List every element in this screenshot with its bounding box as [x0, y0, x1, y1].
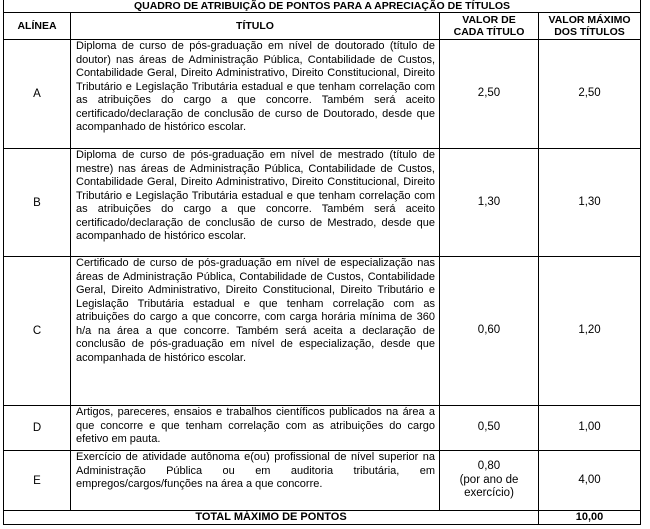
- row-c-titulo: Certificado de curso de pós-graduação em nível de especialização nas áreas de Administração Pública, Contabilidade de Custos, Contabilidade Geral, Direito Administrativo, Direito Constitucional, Direito Tributário e Legislação Tributária estadual e que tenham correlação com as atribuições do cargo a que concorre, com carga horária mínima de 360 h/a na área a que concorre. Também será aceita a declaração de conclusão de pós-graduação em nível de especialização, desde que acompanhada de histórico escolar.: [71, 257, 440, 406]
- row-a-valor: 2,50: [440, 40, 539, 149]
- table-row: [4, 40, 641, 149]
- header-valor-line-2: CADA TÍTULO: [453, 26, 525, 38]
- row-e-valor-line-2: (por ano de: [459, 473, 519, 486]
- header-valor-line-1: VALOR DE: [462, 14, 516, 26]
- points-table: [3, 0, 641, 525]
- row-a-alinea: A: [4, 40, 71, 149]
- row-d-alinea: D: [4, 406, 71, 451]
- total-label: TOTAL MÁXIMO DE PONTOS: [4, 511, 539, 525]
- table-row: [4, 257, 641, 406]
- row-c-alinea: C: [4, 257, 71, 406]
- row-a-maximo: 2,50: [539, 40, 641, 149]
- row-a-titulo: Diploma de curso de pós-graduação em nível de doutorado (título de doutor) nas áreas de Administração Pública, Contabilidade de Custos, Contabilidade Geral, Direito Administrativo, Direito Constitucional, Direito Tributário e Legislação Tributária estadual e que tenham correlação com as atribuições do cargo a que concorre. Também será aceito certificado/declaração de conclusão de curso de Doutorado, desde que acompanhado de histórico escolar.: [71, 40, 440, 149]
- row-d-titulo: Artigos, pareceres, ensaios e trabalhos científicos publicados na área a que concorre e que tenham correlação com as atribuições do cargo efetivo em pauta.: [71, 406, 440, 451]
- row-e-titulo: Exercício de atividade autônoma e(ou) profissional de nível superior na Administração Pública ou em auditoria tributária, em empregos/cargos/funções na área a que concorre.: [71, 451, 440, 511]
- row-b-maximo: 1,30: [539, 149, 641, 257]
- table-row: [4, 406, 641, 451]
- header-alinea: ALÍNEA: [4, 13, 71, 40]
- row-e-valor-line-1: 0,80: [477, 460, 501, 473]
- row-d-valor: 0,50: [440, 406, 539, 451]
- row-e-alinea: E: [4, 451, 71, 511]
- header-maximo: [539, 13, 641, 40]
- table-row: [4, 451, 641, 511]
- row-e-valor-line-3: exercício): [464, 487, 514, 500]
- row-e-valor: [440, 451, 539, 511]
- row-b-alinea: B: [4, 149, 71, 257]
- header-valor: [440, 13, 539, 40]
- table-row: [4, 149, 641, 257]
- row-e-maximo: 4,00: [539, 451, 641, 511]
- table-title: QUADRO DE ATRIBUIÇÃO DE PONTOS PARA A APRECIAÇÃO DE TÍTULOS: [4, 0, 641, 13]
- total-row: [4, 511, 641, 525]
- total-value: 10,00: [539, 511, 641, 525]
- row-c-maximo: 1,20: [539, 257, 641, 406]
- header-maximo-line-1: VALOR MÁXIMO: [548, 14, 631, 26]
- row-b-titulo: Diploma de curso de pós-graduação em nível de mestrado (título de mestre) nas áreas de Administração Pública, Contabilidade de Custos, Contabilidade Geral, Direito Administrativo, Direito Constitucional, Direito Tributário e Legislação Tributária estadual e que tenham correlação com as atribuições do cargo a que concorre. Também será aceito certificado/declaração de conclusão de curso de Mestrado, desde que acompanhado de histórico escolar.: [71, 149, 440, 257]
- header-maximo-line-2: DOS TÍTULOS: [554, 26, 625, 38]
- row-c-valor: 0,60: [440, 257, 539, 406]
- header-titulo: TÍTULO: [71, 13, 440, 40]
- row-d-maximo: 1,00: [539, 406, 641, 451]
- row-b-valor: 1,30: [440, 149, 539, 257]
